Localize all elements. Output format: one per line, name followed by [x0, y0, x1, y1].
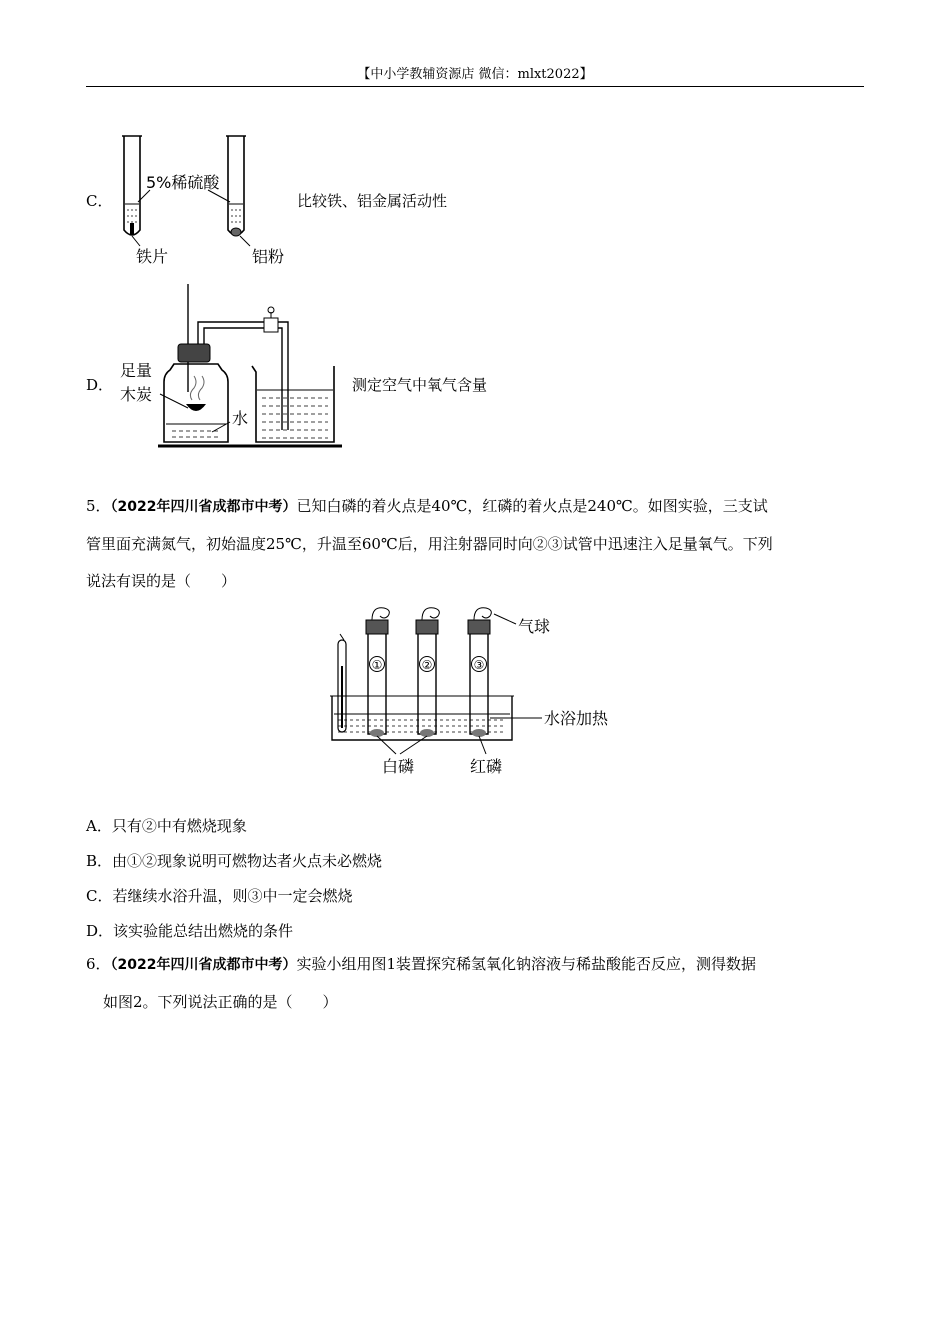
option-d-letter: D． [86, 376, 114, 394]
q5-number: 5． [86, 497, 111, 515]
white-p-label: 白磷 [382, 757, 415, 776]
iron-label: 铁片 [136, 247, 169, 266]
q5-line-2: 管里面充满氮气，初始温度25℃，升温至60℃后，用注射器同时向②③试管中迅速注入足量氧气。下列 [86, 535, 773, 553]
q6-source: （2022年四川省成都市中考） [110, 957, 297, 973]
q5-figure [330, 606, 620, 782]
q6-number: 6． [86, 955, 111, 973]
charcoal-label-1: 足量 [120, 361, 153, 380]
acid-label: 5%稀硫酸 [146, 173, 220, 192]
q5-choice-a: A．只有②中有燃烧现象 [86, 817, 247, 835]
q6-line-1 [86, 946, 866, 984]
q5-line-1 [86, 488, 866, 526]
tube-2-number: ② [421, 658, 433, 672]
q5-choice-d: D．该实验能总结出燃烧的条件 [86, 922, 294, 940]
option-d-caption: 测定空气中氧气含量 [352, 376, 488, 394]
q5-line1-text: 已知白磷的着火点是40℃，红磷的着火点是240℃。如图实验，三支试 [296, 497, 768, 515]
question-6-stem [86, 946, 866, 1021]
option-c-caption: 比较铁、铝金属活动性 [297, 192, 448, 210]
red-p-label: 红磷 [470, 757, 503, 776]
tube-3-number: ③ [473, 658, 485, 672]
option-c-figure [110, 130, 300, 270]
q5-source: （2022年四川省成都市中考） [110, 499, 297, 515]
page-header: 【中小学教辅资源店 微信：mlxt2022】 [86, 66, 864, 87]
question-5-stem [86, 488, 866, 600]
bath-label: 水浴加热 [544, 709, 609, 728]
option-d-figure [112, 282, 352, 454]
option-c-letter: C． [86, 192, 113, 210]
tube-1-number: ① [371, 658, 383, 672]
q6-line1-text: 实验小组用图1装置探究稀氢氧化钠溶液与稀盐酸能否反应，测得数据 [296, 955, 757, 973]
charcoal-label-2: 木炭 [120, 385, 153, 404]
q5-choice-c: C．若继续水浴升温，则③中一定会燃烧 [86, 887, 353, 905]
water-label: 水 [232, 409, 249, 428]
q5-line-3: 说法有误的是（ ） [86, 572, 237, 590]
q5-choice-b: B．由①②现象说明可燃物达者火点未必燃烧 [86, 852, 383, 870]
aluminum-label: 铝粉 [252, 247, 285, 266]
balloon-label: 气球 [518, 617, 551, 636]
q6-line-2: 如图2。下列说法正确的是（ ） [103, 993, 338, 1011]
